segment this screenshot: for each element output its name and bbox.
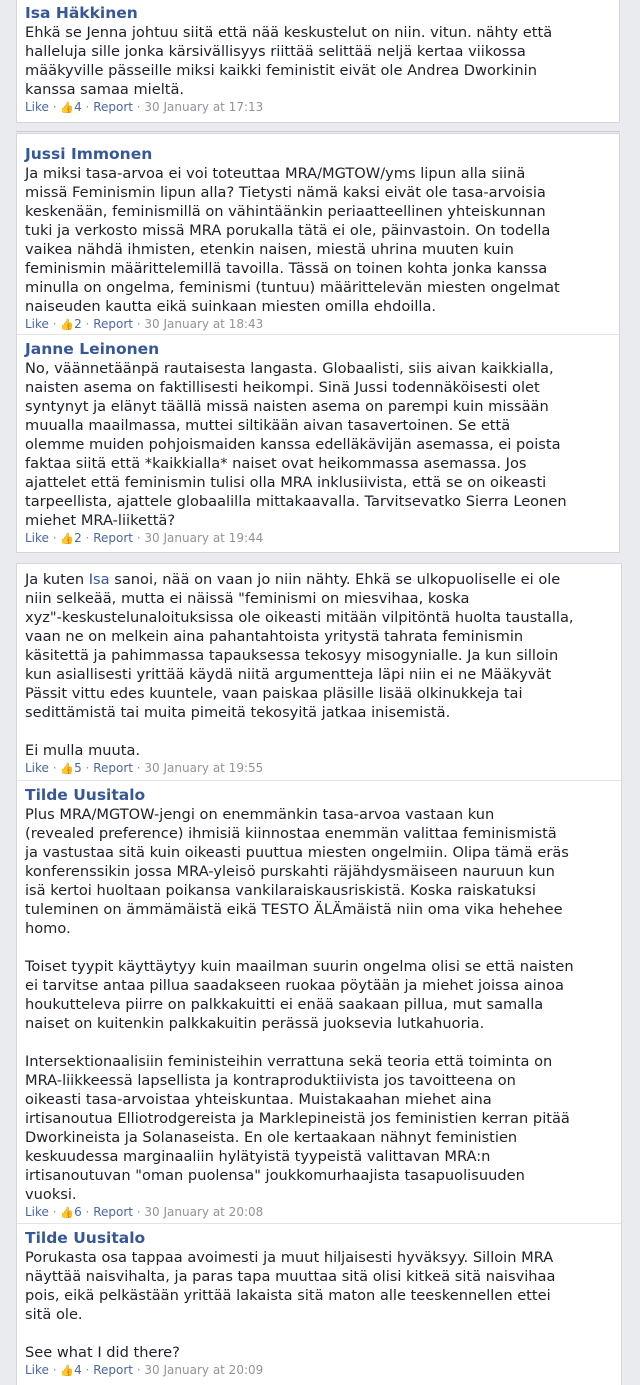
thumbs-up-icon: 👍 — [60, 532, 75, 545]
like-link[interactable]: Like — [25, 1363, 49, 1377]
comment-meta: Like · 👍4 · Report · 30 January at 17:13 — [25, 100, 264, 114]
comment-timestamp[interactable]: 30 January at 20:08 — [144, 1205, 264, 1219]
comment-timestamp[interactable]: 30 January at 19:55 — [144, 761, 264, 775]
like-count[interactable]: 2 — [74, 531, 82, 545]
comment-text: Porukasta osa tappaa avoimesti ja muut hiljaisesti hyväksyy. Silloin MRA näyttää naisvihalta, ja paras tapa muuttaa sitä olisi kitkeä sitä naisvihaa pois, eikä pelkästään yrittää lakaista sitä maton alle teeskennellen ettei sitä ole. See what I did there? — [25, 1249, 556, 1361]
comment-author[interactable]: Tilde Uusitalo — [25, 1229, 146, 1247]
comment — [25, 1229, 615, 1379]
like-count[interactable]: 4 — [74, 1363, 82, 1377]
comment-text: Plus MRA/MGTOW-jengi on enemmänkin tasa-arvoa vastaan kun (revealed preference) ihmisiä kiinnostaa enemmän valittaa feminismistä ja vastustaa sitä kuin oikeasti puuttua miesten ongelmiin. Olipa tämä eräs konferenssikin jossa MRA-yleisö purskahti räjähdysmäiseen nauruun kun isä kertoi huoltaan poikansa vankilaraiskausriskistä. Koska raiskatuksi tuleminen on ämmämäistä eikä TESTO ÄLÄmäistä niin oma vika hehehee homo. Toiset tyypit käyttäytyy kuin maailman suurin ongelma olisi se että naisten ei tarvitse antaa pillua saadakseen ruokaa pöytään ja miehet joissa ainoa houkutteleva piirre on palkkakuitti ei enää saakaan pillua, mut samalla naiset on kuitenkin palkkakuitin perässä juoksevia lutkahuoria. Intersektionaalisiin feministeihin verrattuna sekä teoria että toiminta on MRA-liikkeessä lapsellista ja kontraproduktiivista jos tavoitteena on oikeasti tasa-arvoistaa yhteiskuntaa. Muistakaahan miehet aina irtisanoutua Elliotrodgereista ja Marklepineistä jos feministien kerran pitää Dworkineista ja Solanaseista. En ole kertaakaan nähnyt feministien keskuudessa marginaaliin hylätyistä tyypeistä valittavan MRA:n irtisanoutuvan "oman puolensa" joukkomurhaajista tasapuolisuuden vuoksi. — [25, 806, 574, 1203]
comment-author[interactable]: Isa Häkkinen — [25, 4, 138, 22]
comment-timestamp[interactable]: 30 January at 20:09 — [144, 1363, 264, 1377]
comment-timestamp[interactable]: 30 January at 17:13 — [144, 100, 264, 114]
report-link[interactable]: Report — [93, 1363, 133, 1377]
comment-text: Ja miksi tasa-arvoa ei voi toteuttaa MRA/MGTOW/yms lipun alla siinä missä Feminismin lipun alla? Tietysti nämä kaksi eivät ole tasa-arvoisia keskenään, feminismillä on vähintäänkin periaatteellinen yhteiskunnan tuki ja verkosto missä MRA porukalla tätä ei ole, päinvastoin. On todella vaikea nähdä ihmisten, etenkin naisen, miestä uhrina muuten kuin feminismin määrittelemillä tavoilla. Tässä on toinen kohta jonka kanssa minulla on ongelma, feminismi (tuntuu) määrittelevän miesten ongelmat naiseuden kautta eikä suinkaan miesten omilla ehdoilla. — [25, 165, 560, 315]
divider — [16, 131, 620, 132]
like-link[interactable]: Like — [25, 100, 49, 114]
report-link[interactable]: Report — [93, 761, 133, 775]
comment-timestamp[interactable]: 30 January at 19:44 — [144, 531, 264, 545]
comment-author[interactable]: Tilde Uusitalo — [25, 786, 146, 804]
like-count[interactable]: 6 — [74, 1205, 82, 1219]
comment-meta: Like · 👍5 · Report · 30 January at 19:55 — [25, 761, 264, 775]
comment-text: Ehkä se Jenna johtuu siitä että nää keskustelut on niin. vitun. nähty että halleluja sille jonka kärsivällisyys riittää selittää neljä kertaa viikossa määkyville pässeille miksi kaikki feministit eivät ole Andrea Dworkinin kanssa samaa mieltä. — [25, 24, 553, 98]
comment-meta: Like · 👍6 · Report · 30 January at 20:08 — [25, 1205, 264, 1219]
comment — [25, 570, 615, 777]
report-link[interactable]: Report — [93, 531, 133, 545]
comment — [25, 786, 615, 1221]
report-link[interactable]: Report — [93, 100, 133, 114]
thumbs-up-icon: 👍 — [60, 1206, 75, 1219]
comment-text — [25, 570, 615, 760]
comment-separator — [17, 334, 619, 335]
comment-text-prefix: Ja kuten — [25, 571, 89, 588]
comment-meta: Like · 👍2 · Report · 30 January at 18:43 — [25, 317, 264, 331]
like-link[interactable]: Like — [25, 317, 49, 331]
comment-timestamp[interactable]: 30 January at 18:43 — [144, 317, 264, 331]
comment-thread-1 — [16, 0, 620, 123]
comment-meta: Like · 👍2 · Report · 30 January at 19:44 — [25, 531, 264, 545]
like-count[interactable]: 2 — [74, 317, 82, 331]
thumbs-up-icon: 👍 — [60, 1364, 75, 1377]
comment-meta: Like · 👍4 · Report · 30 January at 20:09 — [25, 1363, 264, 1377]
comment-text: No, väännetäänpä rautaisesta langasta. Globaalisti, siis aivan kaikkialla, naisten asema on faktillisesti heikompi. Sinä Jussi todennäköisesti olet syntynyt ja elänyt täällä missä naisten asema on parempi kuin missään muualla maailmassa, muttei siltikään aivan tasavertoinen. Se että olemme muiden pohjoismaiden kanssa edelläkävijän asemassa, ei poista faktaa siitä että *kaikkialla* naiset ovat heikommassa asemassa. Jos ajattelet että feminismin tulisi olla MRA inklusiivista, että se on oikeasti tarpeellista, ajattele globaalilla mittakaavalla. Tarvitsevatko Sierra Leonen miehet MRA-liikettä? — [25, 360, 567, 529]
like-count[interactable]: 4 — [74, 100, 82, 114]
comment-thread-3 — [16, 563, 622, 1385]
comment-separator — [17, 1223, 621, 1224]
mention-link[interactable]: Isa — [88, 571, 110, 588]
like-link[interactable]: Like — [25, 761, 49, 775]
report-link[interactable]: Report — [93, 1205, 133, 1219]
comment — [25, 340, 615, 547]
comment-thread-2 — [16, 133, 620, 553]
comment-text-body: sanoi, nää on vaan jo niin nähty. Ehkä se ulkopuoliselle ei ole niin selkeää, mutta ei näissä "feminismi on miesvihaa, koska xyz"-keskustelunaloituksissa ole oikeasti mitään vilpitöntä huolta taustalla, vaan ne on melkein aina pahantahtoista yritystä tahrata feminismin käsitettä ja pahimmassa tapauksessa tekosyy misogynialle. Ja kun silloin kun asiallisesti yrittää käydä niitä argumentteja läpi niin ei ne Määkyvät Pässit vittu edes kuuntele, vaan paiskaa pläsille lisää olkinukkeja tai sedittämistä tai muita pimeitä tekosyitä jatkaa inisemistä. Ei mulla muuta. — [25, 571, 574, 759]
like-count[interactable]: 5 — [74, 761, 82, 775]
comment — [25, 4, 615, 116]
comment-author[interactable]: Janne Leinonen — [25, 340, 160, 358]
comment-author[interactable]: Jussi Immonen — [25, 145, 153, 163]
thumbs-up-icon: 👍 — [60, 101, 75, 114]
comment-separator — [17, 780, 621, 781]
like-link[interactable]: Like — [25, 531, 49, 545]
report-link[interactable]: Report — [93, 317, 133, 331]
thumbs-up-icon: 👍 — [60, 318, 75, 331]
comment — [25, 145, 615, 333]
like-link[interactable]: Like — [25, 1205, 49, 1219]
thumbs-up-icon: 👍 — [60, 762, 75, 775]
